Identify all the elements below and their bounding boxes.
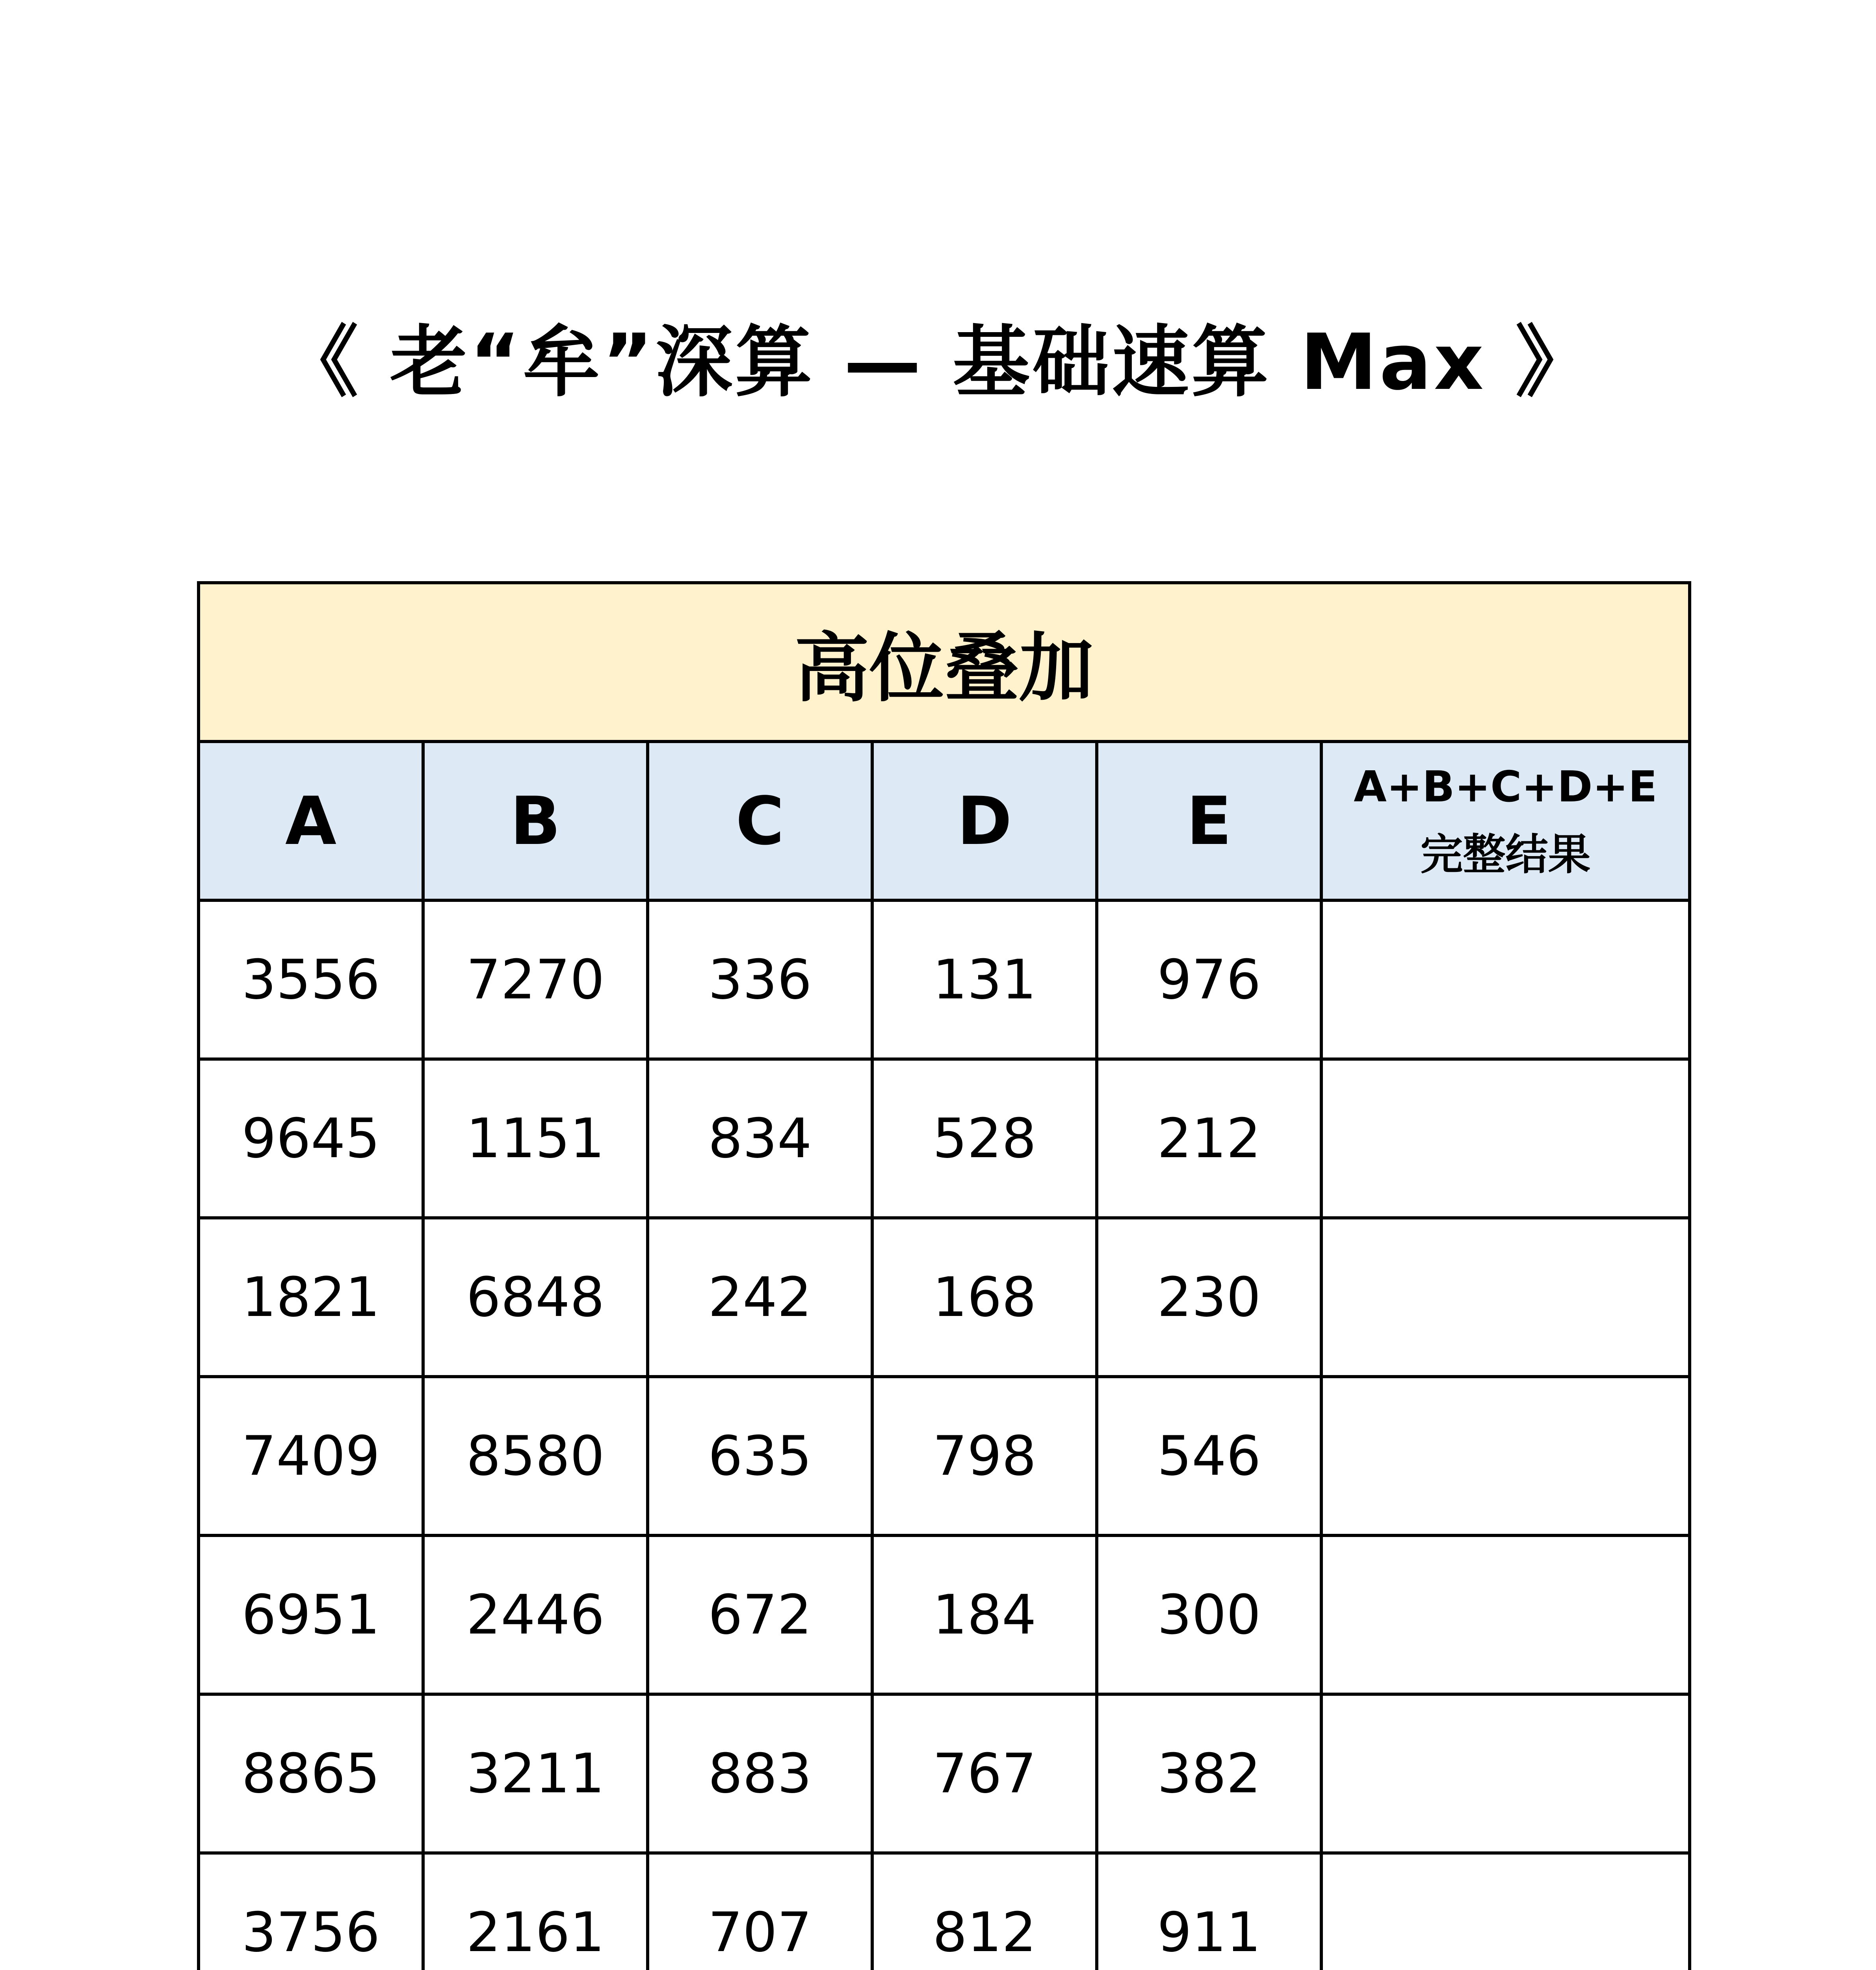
number-cell: 230: [1097, 1218, 1321, 1377]
number-cell: 382: [1097, 1694, 1321, 1853]
table-row: [199, 1218, 1690, 1377]
number-cell: 812: [872, 1853, 1097, 1970]
number-cell: 6848: [423, 1218, 648, 1377]
number-cell: 635: [648, 1377, 872, 1535]
answer-cell[interactable]: [1321, 1535, 1690, 1694]
number-cell: 976: [1097, 900, 1321, 1059]
table-row: [199, 1059, 1690, 1218]
column-header-e: E: [1097, 742, 1321, 900]
number-cell: 168: [872, 1218, 1097, 1377]
number-cell: 1821: [199, 1218, 423, 1377]
table-body: [199, 900, 1690, 1970]
number-cell: 300: [1097, 1535, 1321, 1694]
number-cell: 546: [1097, 1377, 1321, 1535]
sum-header-caption: 完整结果: [1420, 830, 1591, 879]
answer-cell[interactable]: [1321, 1059, 1690, 1218]
worksheet-table: [197, 581, 1691, 1970]
number-cell: 3556: [199, 900, 423, 1059]
number-cell: 528: [872, 1059, 1097, 1218]
column-header-c: C: [648, 742, 872, 900]
table-banner: 高位叠加: [199, 583, 1690, 742]
number-cell: 798: [872, 1377, 1097, 1535]
column-header-sum: [1321, 742, 1690, 900]
table-row: [199, 1377, 1690, 1535]
number-cell: 131: [872, 900, 1097, 1059]
number-cell: 834: [648, 1059, 872, 1218]
number-cell: 883: [648, 1694, 872, 1853]
number-cell: 7409: [199, 1377, 423, 1535]
number-cell: 672: [648, 1535, 872, 1694]
number-cell: 184: [872, 1535, 1097, 1694]
number-cell: 707: [648, 1853, 872, 1970]
sum-header-formula: A+B+C+D+E: [1354, 762, 1657, 812]
answer-cell[interactable]: [1321, 1694, 1690, 1853]
column-header-d: D: [872, 742, 1097, 900]
number-cell: 242: [648, 1218, 872, 1377]
answer-cell[interactable]: [1321, 1853, 1690, 1970]
number-cell: 6951: [199, 1535, 423, 1694]
number-cell: 336: [648, 900, 872, 1059]
table-row: [199, 1535, 1690, 1694]
number-cell: 767: [872, 1694, 1097, 1853]
number-cell: 1151: [423, 1059, 648, 1218]
number-cell: 8865: [199, 1694, 423, 1853]
table-row: [199, 1853, 1690, 1970]
number-cell: 911: [1097, 1853, 1321, 1970]
number-cell: 2446: [423, 1535, 648, 1694]
table-row: [199, 1694, 1690, 1853]
column-header-a: A: [199, 742, 423, 900]
answer-cell[interactable]: [1321, 1377, 1690, 1535]
number-cell: 3756: [199, 1853, 423, 1970]
table-row: [199, 900, 1690, 1059]
number-cell: 3211: [423, 1694, 648, 1853]
number-cell: 9645: [199, 1059, 423, 1218]
number-cell: 212: [1097, 1059, 1321, 1218]
answer-cell[interactable]: [1321, 900, 1690, 1059]
number-cell: 7270: [423, 900, 648, 1059]
page-title: 《 老“牟”深算 — 基础速算 Max 》: [281, 318, 1595, 407]
answer-cell[interactable]: [1321, 1218, 1690, 1377]
column-header-b: B: [423, 742, 648, 900]
number-cell: 8580: [423, 1377, 648, 1535]
number-cell: 2161: [423, 1853, 648, 1970]
